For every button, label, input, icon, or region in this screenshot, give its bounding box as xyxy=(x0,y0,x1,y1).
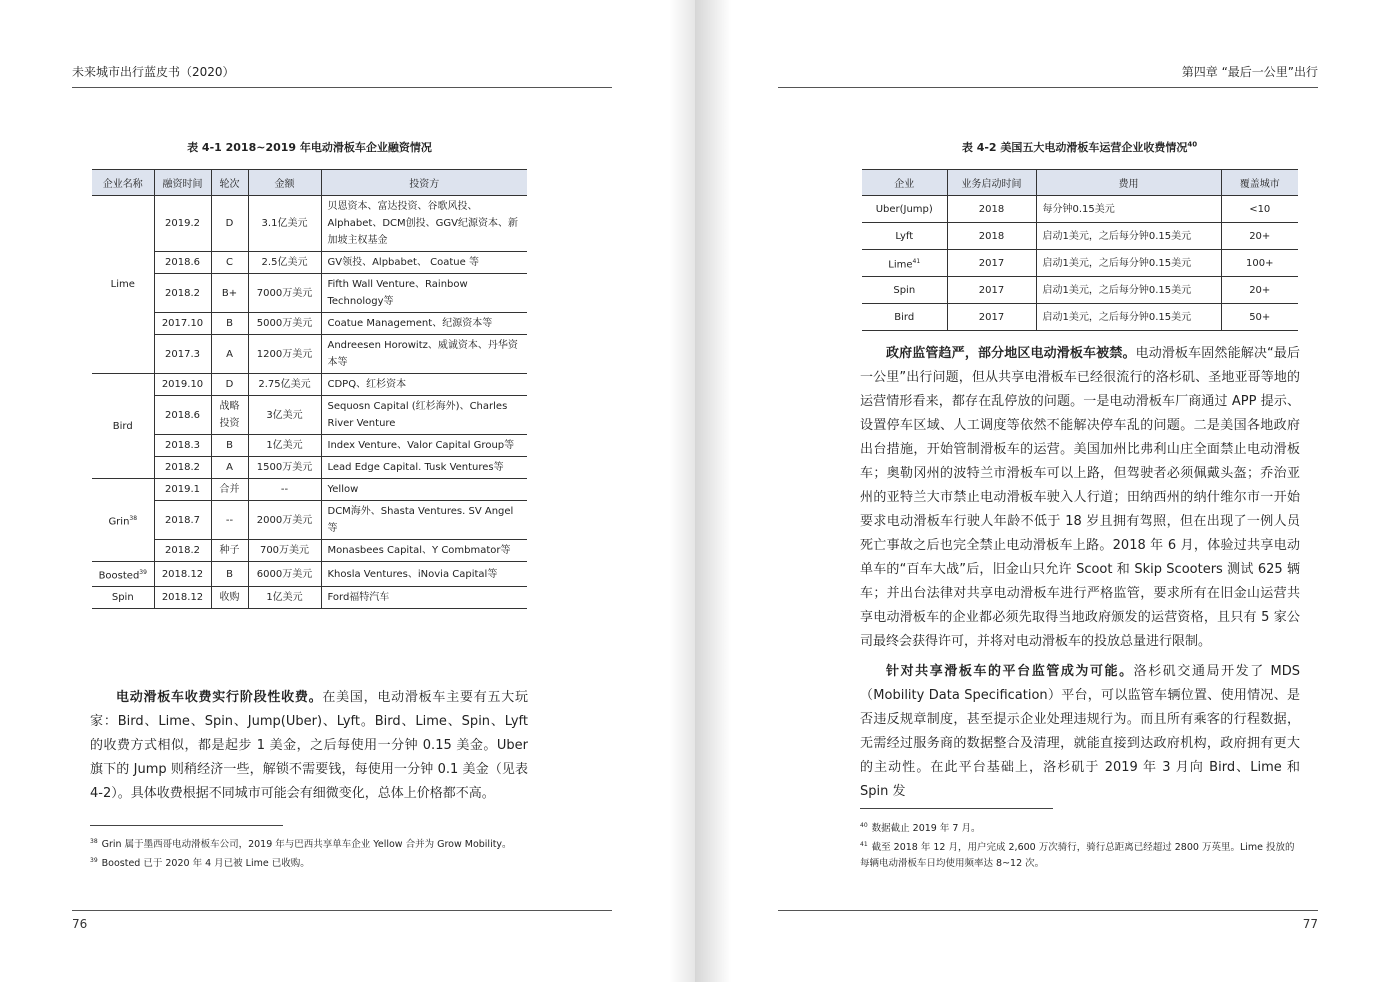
fees-table xyxy=(862,169,1298,331)
table-row xyxy=(92,252,527,274)
column-header: 融资时间 xyxy=(154,170,211,196)
funding-time-cell: 2018.7 xyxy=(154,501,211,540)
column-header: 企业名称 xyxy=(92,170,154,196)
fee-cell: 启动1美元，之后每分钟0.15美元 xyxy=(1036,304,1221,331)
round-cell: 合并 xyxy=(211,479,248,501)
table-row xyxy=(862,223,1298,250)
company-name-cell xyxy=(92,196,154,374)
funding-time-cell: 2018.2 xyxy=(154,457,211,479)
column-header: 企业 xyxy=(862,170,947,196)
footnote-rule xyxy=(860,808,1053,809)
company-cell xyxy=(862,223,947,250)
table-row xyxy=(92,479,527,501)
footnotes-left xyxy=(90,834,535,872)
footnote-ref: 41 xyxy=(912,257,921,265)
start-year-cell: 2018 xyxy=(947,223,1036,250)
amount-cell: 2.75亿美元 xyxy=(248,374,321,396)
investors-cell: 贝恩资本、富达投资、谷歌风投、Alphabet、DCM创投、GGV纪源资本、新加坡主权基金 xyxy=(321,196,527,252)
running-head-right: 第四章 “最后一公里”出行 xyxy=(1181,65,1318,79)
start-year-cell: 2017 xyxy=(947,304,1036,331)
table-title-footnote-ref: 40 xyxy=(1187,140,1198,149)
right-page xyxy=(695,0,1390,982)
round-cell: B xyxy=(211,562,248,587)
investors-cell: Ford福特汽车 xyxy=(321,587,527,609)
fee-cell: 每分钟0.15美元 xyxy=(1036,196,1221,223)
column-header: 费用 xyxy=(1036,170,1221,196)
company-name: Grin xyxy=(108,516,130,528)
body-text-right xyxy=(860,342,1300,804)
fee-cell: 启动1美元，之后每分钟0.15美元 xyxy=(1036,223,1221,250)
footnote-text: 截至 2018 年 12 月，用户完成 2,600 万次骑行，骑行总距离已经超过 2800 万英里。Lime 投放的每辆电动滑板车日均使用频率达 8~12 次。 xyxy=(860,842,1295,870)
paragraph-lead: 电动滑板车收费实行阶段性收费。 xyxy=(116,690,323,705)
paragraph-lead: 针对共享滑板车的平台监管成为可能。 xyxy=(886,664,1134,679)
amount-cell: 1200万美元 xyxy=(248,335,321,374)
financing-table xyxy=(92,169,527,609)
investors-cell: Khosla Ventures、iNovia Capital等 xyxy=(321,562,527,587)
column-header: 轮次 xyxy=(211,170,248,196)
investors-cell: Coatue Management、纪源资本等 xyxy=(321,313,527,335)
table-row xyxy=(862,304,1298,331)
footnote-ref: 39 xyxy=(139,569,147,576)
table-row xyxy=(92,587,527,609)
investors-cell: GV领投、Alpbabet、 Coatue 等 xyxy=(321,252,527,274)
table-row xyxy=(92,540,527,562)
column-header: 投资方 xyxy=(321,170,527,196)
company-name-cell xyxy=(92,374,154,479)
table-header-row xyxy=(92,170,527,196)
funding-time-cell: 2017.3 xyxy=(154,335,211,374)
investors-cell: Index Venture、Valor Capital Group等 xyxy=(321,435,527,457)
investors-cell: CDPQ、红杉资本 xyxy=(321,374,527,396)
footnote-ref: 38 xyxy=(129,514,138,522)
footnote-number: 38 xyxy=(90,838,98,845)
company-name: Bird xyxy=(894,311,915,323)
table-row xyxy=(92,457,527,479)
header-rule xyxy=(778,87,1318,88)
investors-cell: Monasbees Capital、Y Combmator等 xyxy=(321,540,527,562)
amount-cell: 6000万美元 xyxy=(248,562,321,587)
cities-cell: 20+ xyxy=(1221,223,1298,250)
table-header-row xyxy=(862,170,1298,196)
page-gutter-shadow xyxy=(669,0,695,982)
table-title-text: 表 4-2 美国五大电动滑板车运营企业收费情况 xyxy=(961,141,1188,154)
table-4-2-title xyxy=(862,139,1297,155)
footnote xyxy=(90,853,535,872)
company-cell xyxy=(862,196,947,223)
column-header: 覆盖城市 xyxy=(1221,170,1298,196)
fee-cell: 启动1美元，之后每分钟0.15美元 xyxy=(1036,250,1221,277)
cities-cell: 50+ xyxy=(1221,304,1298,331)
footnote-text: 数据截止 2019 年 7 月。 xyxy=(871,823,981,835)
funding-time-cell: 2018.6 xyxy=(154,252,211,274)
round-cell: C xyxy=(211,252,248,274)
amount-cell: 1亿美元 xyxy=(248,435,321,457)
round-cell: D xyxy=(211,196,248,252)
table-row xyxy=(92,274,527,313)
amount-cell: 5000万美元 xyxy=(248,313,321,335)
footnote-number: 40 xyxy=(860,822,868,829)
funding-time-cell: 2019.1 xyxy=(154,479,211,501)
column-header: 金额 xyxy=(248,170,321,196)
footnote xyxy=(90,834,535,853)
amount-cell: 1亿美元 xyxy=(248,587,321,609)
running-head-left: 未来城市出行蓝皮书（2020） xyxy=(72,65,235,79)
investors-cell: DCM海外、Shasta Ventures. SV Angel等 xyxy=(321,501,527,540)
table-row xyxy=(92,396,527,435)
table-row xyxy=(92,196,527,252)
investors-cell: Lead Edge Capital. Tusk Ventures等 xyxy=(321,457,527,479)
amount-cell: 2.5亿美元 xyxy=(248,252,321,274)
company-cell xyxy=(862,250,947,277)
paragraph-text: 在美国，电动滑板车主要有五大玩家：Bird、Lime、Spin、Jump(Uber)、Lyft。Bird、Lime、Spin、Lyft 的收费方式相似，都是起步 1 美金，之后每使用一分钟 0.15 美金。Uber 旗下的 Jump 则稍经济一些，解锁不需要钱，每使用一分钟 0.1 美金（见表 4-2）。具体收费根据不同城市可能会有细微变化，总体上价格都不高。 xyxy=(90,690,528,801)
funding-time-cell: 2018.6 xyxy=(154,396,211,435)
paragraph-text: 洛杉矶交通局开发了 MDS（Mobility Data Specification）平台，可以监管车辆位置、使用情况、是否违反规章制度，甚至提示企业处理违规行为。而且所有乘客的行程数据，无需经过服务商的数据整合及清理，就能直接到达政府机构，政府拥有更大的主动性。在此平台基础上，洛杉矶于 2019 年 3 月向 Bird、Lime 和 Spin 发 xyxy=(860,664,1300,799)
round-cell: -- xyxy=(211,501,248,540)
footnote-number: 39 xyxy=(90,857,98,865)
body-paragraph-fees xyxy=(90,686,528,806)
company-name: Lime xyxy=(110,279,135,290)
footnote-number: 41 xyxy=(860,841,868,849)
table-row xyxy=(862,250,1298,277)
table-row xyxy=(862,196,1298,223)
investors-cell: Sequosn Capital (红杉海外)、Charles River Venture xyxy=(321,396,527,435)
round-cell: D xyxy=(211,374,248,396)
header-rule xyxy=(72,87,612,88)
amount-cell: 3亿美元 xyxy=(248,396,321,435)
start-year-cell: 2017 xyxy=(947,250,1036,277)
round-cell: B xyxy=(211,313,248,335)
footer-rule xyxy=(72,910,612,911)
company-name-cell xyxy=(92,562,154,587)
page-gutter-shadow xyxy=(695,0,731,982)
footer-rule xyxy=(778,910,1318,911)
table-row xyxy=(92,335,527,374)
funding-time-cell: 2019.10 xyxy=(154,374,211,396)
paragraph-regulation xyxy=(860,342,1300,654)
start-year-cell: 2017 xyxy=(947,277,1036,304)
funding-time-cell: 2018.2 xyxy=(154,274,211,313)
investors-cell: Fifth Wall Venture、Rainbow Technology等 xyxy=(321,274,527,313)
funding-time-cell: 2019.2 xyxy=(154,196,211,252)
company-cell xyxy=(862,304,947,331)
funding-time-cell: 2018.2 xyxy=(154,540,211,562)
amount-cell: -- xyxy=(248,479,321,501)
table-row xyxy=(92,374,527,396)
round-cell: 收购 xyxy=(211,587,248,609)
footnotes-right xyxy=(860,818,1300,872)
cities-cell: 20+ xyxy=(1221,277,1298,304)
company-name-cell xyxy=(92,479,154,562)
amount-cell: 700万美元 xyxy=(248,540,321,562)
investors-cell: Yellow xyxy=(321,479,527,501)
page-number-left: 76 xyxy=(72,917,88,931)
company-name: Lyft xyxy=(895,230,914,242)
footnote xyxy=(860,837,1300,872)
start-year-cell: 2018 xyxy=(947,196,1036,223)
company-name: Uber(Jump) xyxy=(875,203,933,215)
paragraph-platform xyxy=(860,660,1300,804)
table-row xyxy=(92,313,527,335)
company-name-cell xyxy=(92,587,154,609)
amount-cell: 7000万美元 xyxy=(248,274,321,313)
company-name: Boosted xyxy=(98,570,140,582)
amount-cell: 3.1亿美元 xyxy=(248,196,321,252)
funding-time-cell: 2017.10 xyxy=(154,313,211,335)
investors-cell: Andreesen Horowitz、威诚资本、丹华资本等 xyxy=(321,335,527,374)
cities-cell: <10 xyxy=(1221,196,1298,223)
column-header: 业务启动时间 xyxy=(947,170,1036,196)
round-cell: A xyxy=(211,457,248,479)
table-row xyxy=(862,277,1298,304)
footnote-text: Grin 属于墨西哥电动滑板车公司，2019 年与巴西共享单车企业 Yellow 合并为 Grow Mobility。 xyxy=(101,839,512,851)
funding-time-cell: 2018.12 xyxy=(154,562,211,587)
paragraph-text: 电动滑板车固然能解决“最后一公里”出行问题，但从共享电滑板车已经很流行的洛杉矶、圣地亚哥等地的运营情形看来，都存在乱停放的问题。一是电动滑板车厂商通过 APP 提示、设置停车区域、人工调度等依然不能解决停车乱的问题。二是美国各地政府出台措施，开始管制滑板车的运营。美国加州比弗利山庄全面禁止电动滑板车；奥勒冈州的波特兰市滑板车可以上路，但驾驶者必须佩戴头盔；乔治亚州的亚特兰大市禁止电动滑板车驶入人行道；田纳西州的纳什维尔市一开始要求电动滑板车行驶人年龄不低于 18 岁且拥有驾照，但在出现了一例人员死亡事故之后也完全禁止电动滑板车上路。2018 年 6 月，体验过共享电动单车的“百车大战”后，旧金山只允许 Scoot 和 Skip Scooters 测试 625 辆车；并出台法律对共享电动滑板车进行严格监管，要求所有在旧金山运营共享电动滑板车的企业都必须先取得当地政府颁发的运营资格，且只有 5 家公司最终会获得许可，并将对电动滑板车的投放总量进行限制。 xyxy=(860,346,1300,649)
footnote-rule xyxy=(90,825,283,826)
company-cell xyxy=(862,277,947,304)
paragraph-lead: 政府监管趋严，部分地区电动滑板车被禁。 xyxy=(886,346,1136,361)
table-row xyxy=(92,562,527,587)
company-name: Spin xyxy=(893,284,916,296)
funding-time-cell: 2018.12 xyxy=(154,587,211,609)
company-name: Spin xyxy=(111,592,134,604)
funding-time-cell: 2018.3 xyxy=(154,435,211,457)
round-cell: B xyxy=(211,435,248,457)
table-row xyxy=(92,501,527,540)
company-name: Bird xyxy=(112,420,133,432)
footnote xyxy=(860,818,1300,837)
round-cell: B+ xyxy=(211,274,248,313)
fee-cell: 启动1美元，之后每分钟0.15美元 xyxy=(1036,277,1221,304)
page-number-right: 77 xyxy=(1302,917,1318,931)
table-row xyxy=(92,435,527,457)
table-4-1-title: 表 4-1 2018~2019 年电动滑板车企业融资情况 xyxy=(187,141,432,154)
cities-cell: 100+ xyxy=(1221,250,1298,277)
company-name: Lime xyxy=(888,259,913,271)
amount-cell: 1500万美元 xyxy=(248,457,321,479)
round-cell: A xyxy=(211,335,248,374)
round-cell: 种子 xyxy=(211,540,248,562)
footnote-text: Boosted 已于 2020 年 4 月已被 Lime 已收购。 xyxy=(101,858,310,870)
amount-cell: 2000万美元 xyxy=(248,501,321,540)
round-cell: 战略投资 xyxy=(211,396,248,435)
